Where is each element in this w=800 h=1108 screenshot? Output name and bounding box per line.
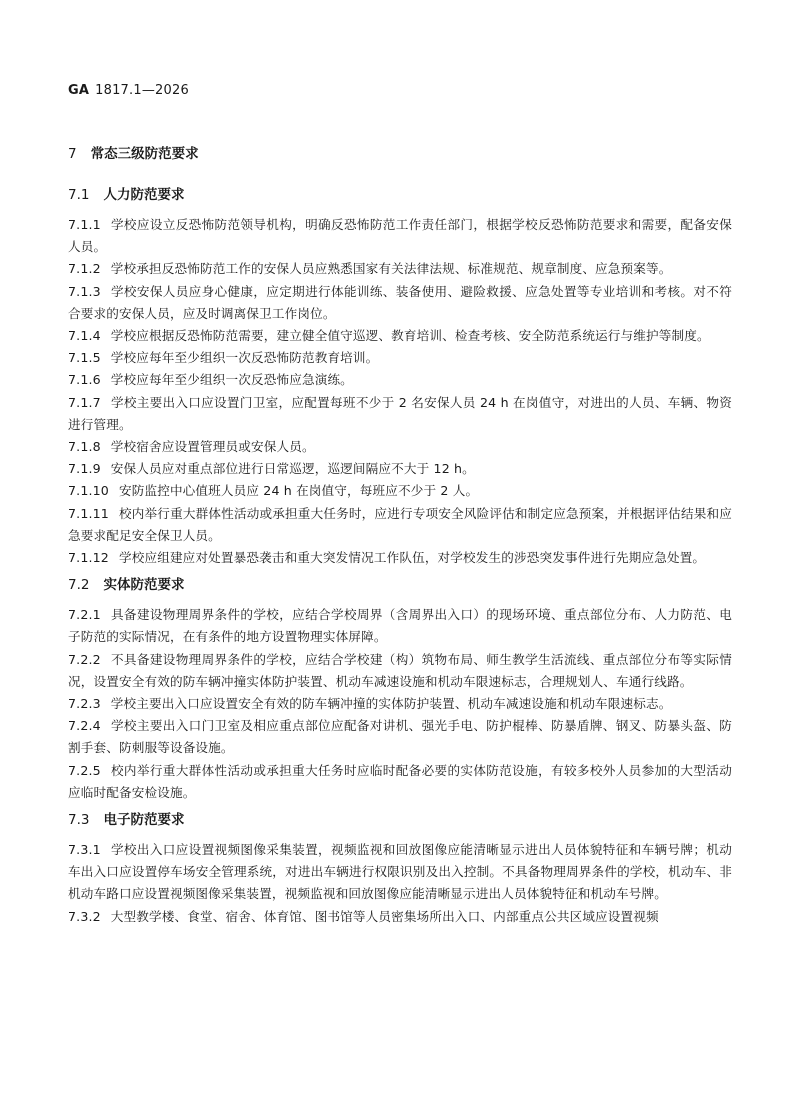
clause-number: 7.1.1 bbox=[68, 217, 101, 232]
clause-7-1-5 bbox=[68, 347, 732, 369]
clause-7-1-8 bbox=[68, 436, 732, 458]
clause-number: 7.1.10 bbox=[68, 483, 109, 499]
clause-7-1-6 bbox=[68, 369, 732, 391]
clause-7-2-3 bbox=[68, 693, 732, 715]
clause-7-1-9 bbox=[68, 458, 732, 480]
clause-7-3-1 bbox=[68, 839, 732, 906]
clause-number: 7.2.1 bbox=[68, 607, 101, 623]
clause-number: 7.1.9 bbox=[68, 461, 101, 477]
clause-number: 7.1.6 bbox=[68, 372, 101, 388]
clause-text: 不具备建设物理周界条件的学校，应结合学校建（构）筑物布局、师生教学生活流线、重点部位分布等实际情况，设置安全有效的防车辆冲撞实体防护装置、机动车减速设施和机动车限速标志，合理规划人、车通行线路。 bbox=[68, 651, 732, 689]
section-number: 7.1 bbox=[68, 187, 90, 203]
section-heading-7-1 bbox=[68, 184, 732, 206]
clause-text: 学校应设立反恐怖防范领导机构，明确反恐怖防范工作责任部门，根据学校反恐怖防范要求和需要，配备安保人员。 bbox=[68, 217, 732, 255]
chapter-title: 常态三级防范要求 bbox=[90, 146, 199, 162]
clause-text: 学校承担反恐怖防范工作的安保人员应熟悉国家有关法律法规、标准规范、规章制度、应急预案等。 bbox=[110, 261, 672, 277]
clause-text: 学校主要出入口门卫室及相应重点部位应配备对讲机、强光手电、防护棍棒、防暴盾牌、钢叉、防暴头盔、防割手套、防刺服等设备设施。 bbox=[68, 718, 732, 756]
clause-number: 7.2.4 bbox=[68, 718, 101, 734]
standard-code bbox=[68, 83, 189, 98]
section-title: 人力防范要求 bbox=[103, 187, 185, 203]
clause-text: 具备建设物理周界条件的学校，应结合学校周界（含周界出入口）的现场环境、重点部位分布、人力防范、电子防范的实际情况，在有条件的地方设置物理实体屏障。 bbox=[68, 607, 732, 645]
clause-number: 7.1.5 bbox=[68, 350, 101, 366]
section-heading-7-3 bbox=[68, 809, 732, 831]
clause-text: 学校主要出入口应设置安全有效的防车辆冲撞的实体防护装置、机动车减速设施和机动车限速标志。 bbox=[110, 696, 672, 712]
clause-7-1-7 bbox=[68, 392, 732, 436]
clause-text: 学校宿舍应设置管理员或安保人员。 bbox=[110, 439, 315, 455]
clause-7-1-3 bbox=[68, 281, 732, 325]
clause-7-3-2 bbox=[68, 906, 732, 928]
clause-text: 学校安保人员应身心健康，应定期进行体能训练、装备使用、避险救援、应急处置等专业培训和考核。对不符合要求的安保人员，应及时调离保卫工作岗位。 bbox=[68, 283, 732, 321]
clause-7-2-5 bbox=[68, 760, 732, 804]
clause-text: 学校应每年至少组织一次反恐怖应急演练。 bbox=[110, 372, 353, 388]
document-body bbox=[68, 143, 732, 928]
section-title: 电子防范要求 bbox=[103, 812, 185, 829]
clause-number: 7.3.2 bbox=[68, 908, 101, 924]
clause-number: 7.1.12 bbox=[68, 550, 109, 566]
clause-text: 安保人员应对重点部位进行日常巡逻，巡逻间隔应不大于 12 h。 bbox=[110, 461, 475, 477]
standard-prefix: GA bbox=[68, 83, 90, 98]
clause-text: 学校主要出入口应设置门卫室，应配置每班不少于 2 名安保人员 24 h 在岗值守，对进出的人员、车辆、物资进行管理。 bbox=[68, 394, 732, 432]
section-number: 7.3 bbox=[68, 812, 90, 829]
section-heading-7-2 bbox=[68, 574, 732, 596]
clause-7-1-1 bbox=[68, 214, 732, 258]
clause-number: 7.1.11 bbox=[68, 505, 109, 521]
clause-7-1-4 bbox=[68, 325, 732, 347]
clause-7-2-1 bbox=[68, 604, 732, 648]
clause-text: 学校应组建应对处置暴恐袭击和重大突发情况工作队伍，对学校发生的涉恐突发事件进行先期应急处置。 bbox=[118, 550, 706, 566]
clause-7-2-2 bbox=[68, 649, 732, 693]
clause-number: 7.3.1 bbox=[68, 842, 101, 858]
standard-number: 1817.1—2026 bbox=[95, 83, 189, 98]
clause-number: 7.1.4 bbox=[68, 328, 101, 344]
clause-text: 学校应根据反恐怖防范需要，建立健全值守巡逻、教育培训、检查考核、安全防范系统运行与维护等制度。 bbox=[110, 328, 710, 344]
clause-number: 7.1.8 bbox=[68, 439, 101, 455]
clause-7-1-10 bbox=[68, 480, 732, 502]
clause-text: 大型教学楼、食堂、宿舍、体育馆、图书馆等人员密集场所出入口、内部重点公共区域应设置视频 bbox=[110, 908, 659, 924]
section-number: 7.2 bbox=[68, 577, 90, 594]
clause-number: 7.1.3 bbox=[68, 283, 101, 299]
clause-7-2-4 bbox=[68, 715, 732, 759]
clause-text: 学校出入口应设置视频图像采集装置，视频监视和回放图像应能清晰显示进出人员体貌特征和车辆号牌；机动车出入口应设置停车场安全管理系统，对进出车辆进行权限识别及出入控制。不具备物理周界条件的学校，机动车、非机动车路口应设置视频图像采集装置，视频监视和回放图像应能清晰显示进出人员体貌特征和机动车号牌。 bbox=[68, 842, 732, 902]
chapter-heading bbox=[68, 143, 732, 165]
clause-number: 7.2.2 bbox=[68, 651, 101, 667]
clause-7-1-11 bbox=[68, 503, 732, 547]
clause-7-1-12 bbox=[68, 547, 732, 569]
clause-text: 安防监控中心值班人员应 24 h 在岗值守，每班应不少于 2 人。 bbox=[118, 483, 479, 499]
section-title: 实体防范要求 bbox=[103, 577, 185, 594]
clause-7-1-2 bbox=[68, 258, 732, 280]
clause-text: 校内举行重大群体性活动或承担重大任务时，应进行专项安全风险评估和制定应急预案，并根据评估结果和应急要求配足安全保卫人员。 bbox=[68, 505, 732, 543]
clause-number: 7.1.2 bbox=[68, 261, 101, 277]
chapter-number: 7 bbox=[68, 146, 77, 162]
clause-number: 7.2.5 bbox=[68, 762, 101, 778]
clause-number: 7.1.7 bbox=[68, 394, 101, 410]
clause-text: 校内举行重大群体性活动或承担重大任务时应临时配备必要的实体防范设施，有较多校外人员参加的大型活动应临时配备安检设施。 bbox=[68, 762, 732, 800]
clause-number: 7.2.3 bbox=[68, 696, 101, 712]
clause-text: 学校应每年至少组织一次反恐怖防范教育培训。 bbox=[110, 350, 379, 366]
